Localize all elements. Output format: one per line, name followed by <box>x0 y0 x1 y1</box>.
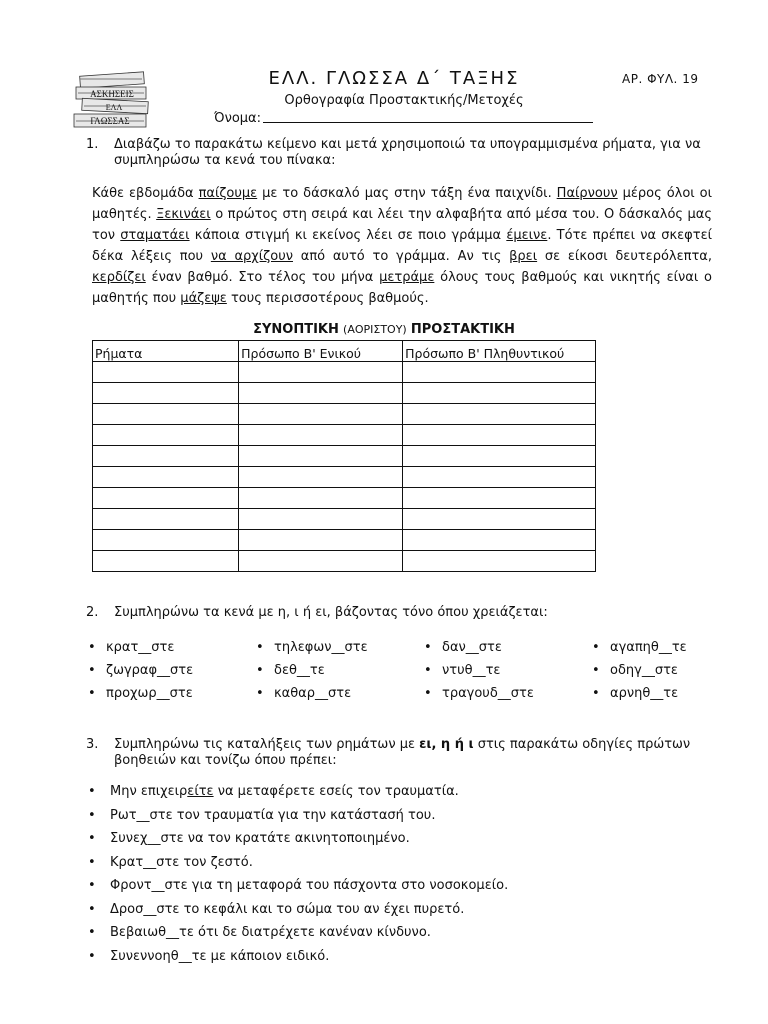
fill-in-word[interactable] <box>424 686 534 701</box>
exercise-1-number: 1. <box>86 137 99 152</box>
underlined-verb: παίζουμε <box>198 186 258 201</box>
table-title-part-1: ΣΥΝΟΠΤΙΚΗ <box>253 322 339 337</box>
verb-cell[interactable] <box>93 446 239 467</box>
name-label: Όνομα: <box>214 111 261 126</box>
table-row <box>93 446 596 467</box>
exercise-2-instruction <box>86 605 712 621</box>
text-run: έναν βαθμό. Στο τέλος του μήνα <box>145 270 380 285</box>
table-header-row <box>93 341 596 362</box>
fill-in-word[interactable] <box>88 663 193 678</box>
exercise-1-instruction <box>86 137 712 169</box>
word-text: καθαρ__στε <box>274 686 352 701</box>
fill-in-word[interactable] <box>88 686 193 701</box>
text-run: Κάθε εβδομάδα <box>92 186 199 201</box>
singular-cell[interactable] <box>239 404 403 425</box>
bullet-icon: • <box>88 807 96 823</box>
worksheet-title: ΕΛΛ. ΓΛΩΣΣΑ Δ΄ ΤΑΞΗΣ <box>268 68 520 89</box>
bullet-icon: • <box>88 925 96 940</box>
bullet-icon: • <box>88 948 96 964</box>
table-row <box>93 551 596 572</box>
logo-text-3: ΓΛΩΣΣΑΣ <box>90 116 130 126</box>
fill-in-word[interactable] <box>424 640 502 655</box>
bullet-icon: • <box>88 854 96 870</box>
exercise-3-number: 3. <box>86 737 99 752</box>
table-title-part-3: ΠΡΟΣΤΑΚΤΙΚΗ <box>410 322 515 337</box>
singular-cell[interactable] <box>239 530 403 551</box>
word-text: δεθ__τε <box>274 663 325 678</box>
fill-in-word[interactable] <box>88 640 174 655</box>
plural-cell[interactable] <box>403 488 596 509</box>
text-run: Ρωτ__στε τον τραυματία για την κατάστασή του. <box>110 807 436 823</box>
bullet-icon: • <box>592 686 600 701</box>
singular-cell[interactable] <box>239 383 403 404</box>
name-blank-line[interactable] <box>263 110 593 123</box>
text-run: από αυτό το γράμμα. Αν τις <box>292 249 510 264</box>
bullet-icon: • <box>88 831 96 846</box>
fill-in-word[interactable] <box>592 686 678 701</box>
text-run: Συνεχ__στε να τον κρατάτε ακινητοποιημένο. <box>110 831 410 846</box>
exercise-3-text <box>114 737 712 769</box>
verb-cell[interactable] <box>93 362 239 383</box>
word-row <box>88 686 728 709</box>
verb-cell[interactable] <box>93 530 239 551</box>
verb-cell[interactable] <box>93 404 239 425</box>
plural-cell[interactable] <box>403 446 596 467</box>
bullet-icon: • <box>592 663 600 678</box>
bullet-icon: • <box>88 640 96 655</box>
text-run: Συνεννοηθ__τε με κάποιον ειδικό. <box>110 948 330 964</box>
list-item[interactable] <box>88 808 728 832</box>
singular-cell[interactable] <box>239 467 403 488</box>
text-run: μέρος όλοι οι μαθητές. <box>92 186 712 222</box>
word-row <box>88 640 728 663</box>
underlined-verb: σταματάει <box>120 228 190 243</box>
word-text: τραγουδ__στε <box>442 686 534 701</box>
bullet-icon: • <box>88 784 96 799</box>
bullet-icon: • <box>88 663 96 678</box>
underlined-verb: βρει <box>509 249 538 264</box>
underlined-verb: έμεινε <box>506 228 548 243</box>
text-run: όλους τους βαθμούς και νικητής είναι ο μαθητής που <box>92 270 712 306</box>
list-item[interactable] <box>88 784 728 808</box>
exercise-2-number: 2. <box>86 605 99 620</box>
table-row <box>93 509 596 530</box>
plural-cell[interactable] <box>403 404 596 425</box>
underlined-verb: μετράμε <box>379 270 435 285</box>
table-row <box>93 488 596 509</box>
exercise-3-text-before: Συμπληρώνω τις καταλήξεις των ρημάτων με <box>114 737 416 752</box>
fill-in-word[interactable] <box>256 640 368 655</box>
bullet-icon: • <box>424 663 432 678</box>
list-item[interactable] <box>88 878 728 902</box>
word-text: προχωρ__στε <box>106 686 193 701</box>
table-row <box>93 383 596 404</box>
table-title-part-2: (ΑΟΡΙΣΤΟΥ) <box>343 323 407 336</box>
singular-cell[interactable] <box>239 551 403 572</box>
table-row <box>93 425 596 446</box>
plural-cell[interactable] <box>403 551 596 572</box>
text-run: Βεβαιωθ__τε ότι δε διατρέχετε κανέναν κίνδυνο. <box>110 925 431 940</box>
table-row <box>93 467 596 488</box>
name-field[interactable] <box>214 110 593 126</box>
logo-text-2: ΕΛΛ <box>105 103 123 112</box>
bullet-icon: • <box>256 686 264 701</box>
plural-cell[interactable] <box>403 383 596 404</box>
exercise-3-text-bold: ει, η ή ι <box>419 737 474 752</box>
imperative-table <box>92 340 596 572</box>
fill-in-word[interactable] <box>592 640 687 655</box>
text-run: ο πρώτος στη σειρά και λέει την αλφαβήτα από μέσα του. Ο δάσκαλός μας τον <box>92 207 712 243</box>
fill-in-word[interactable] <box>256 686 351 701</box>
plural-cell[interactable] <box>403 362 596 383</box>
list-item[interactable] <box>88 831 728 855</box>
exercise-3-text-after: στις παρακάτω οδηγίες πρώτων βοηθειών και τονίζω όπου πρέπει: <box>114 737 691 768</box>
logo-text-1: ΑΣΚΗΣΕΙΣ <box>90 89 134 99</box>
fill-in-word[interactable] <box>256 663 325 678</box>
text-run: με το δάσκαλό μας στην τάξη ένα παιχνίδι. <box>257 186 557 201</box>
bullet-icon: • <box>256 663 264 678</box>
verb-cell[interactable] <box>93 551 239 572</box>
list-item[interactable] <box>88 902 728 926</box>
exercise-3-instruction <box>86 737 712 769</box>
list-item[interactable] <box>88 949 728 973</box>
header-singular: Πρόσωπο Β' Ενικού <box>239 341 403 362</box>
underlined-verb: είτε <box>187 784 214 799</box>
word-text: τηλεφων__στε <box>274 640 368 655</box>
bullet-icon: • <box>592 640 600 655</box>
underlined-verb: κερδίζει <box>92 270 146 285</box>
text-run: να μεταφέρετε εσείς τον τραυματία. <box>213 784 459 799</box>
singular-cell[interactable] <box>239 425 403 446</box>
plural-cell[interactable] <box>403 509 596 530</box>
plural-cell[interactable] <box>403 467 596 488</box>
plural-cell[interactable] <box>403 425 596 446</box>
exercise-3-list <box>88 784 728 972</box>
header-verbs: Ρήματα <box>93 341 239 362</box>
bullet-icon: • <box>88 901 96 917</box>
text-run: Μην επιχειρ <box>110 784 188 799</box>
text-run: Κρατ__στε τον ζεστό. <box>110 854 253 870</box>
worksheet-subtitle: Ορθογραφία Προστακτικής/Μετοχές <box>284 93 524 108</box>
verb-cell[interactable] <box>93 509 239 530</box>
singular-cell[interactable] <box>239 362 403 383</box>
bullet-icon: • <box>256 640 264 655</box>
list-item[interactable] <box>88 855 728 879</box>
verb-cell[interactable] <box>93 383 239 404</box>
underlined-verb: μάζεψε <box>180 291 227 306</box>
fill-in-word[interactable] <box>424 663 500 678</box>
bullet-icon: • <box>424 640 432 655</box>
fill-in-word[interactable] <box>592 663 678 678</box>
text-run: Φροντ__στε για τη μεταφορά του πάσχοντα στο νοσοκομείο. <box>110 878 509 893</box>
text-run: τους περισσοτέρους βαθμούς. <box>226 291 429 306</box>
bullet-icon: • <box>88 878 96 893</box>
word-text: ντυθ__τε <box>442 663 501 678</box>
table-row <box>93 362 596 383</box>
word-text: ζωγραφ__στε <box>106 663 194 678</box>
table-row <box>93 530 596 551</box>
verb-cell[interactable] <box>93 488 239 509</box>
text-run: κάποια στιγμή κι εκείνος λέει σε ποιο γράμμα <box>189 228 507 243</box>
verb-cell[interactable] <box>93 425 239 446</box>
exercise-1-passage <box>92 183 712 309</box>
singular-cell[interactable] <box>239 488 403 509</box>
word-text: κρατ__στε <box>106 640 175 655</box>
word-text: οδηγ__στε <box>610 663 678 678</box>
plural-cell[interactable] <box>403 530 596 551</box>
word-text: αγαπηθ__τε <box>610 640 687 655</box>
exercise-2-text: Συμπληρώνω τα κενά με η, ι ή ει, βάζοντας τόνο όπου χρειάζεται: <box>114 605 548 620</box>
underlined-verb: Ξεκινάει <box>156 207 211 222</box>
bullet-icon: • <box>424 686 432 701</box>
exercise-1-text: Διαβάζω το παρακάτω κείμενο και μετά χρησιμοποιώ τα υπογραμμισμένα ρήματα, για να συμπληρώσω τα κενά του πίνακα: <box>114 137 701 168</box>
table-title <box>0 322 768 337</box>
list-item[interactable] <box>88 925 728 949</box>
verb-cell[interactable] <box>93 467 239 488</box>
header-plural: Πρόσωπο Β' Πληθυντικού <box>403 341 596 362</box>
text-run: . Τότε πρέπει να σκεφτεί δέκα λέξεις που <box>92 228 712 264</box>
underlined-verb: Παίρνουν <box>556 186 618 201</box>
word-text: δαν__στε <box>442 640 502 655</box>
table-row <box>93 404 596 425</box>
exercise-2-word-grid <box>88 640 728 709</box>
singular-cell[interactable] <box>239 446 403 467</box>
singular-cell[interactable] <box>239 509 403 530</box>
bullet-icon: • <box>88 686 96 701</box>
word-text: αρνηθ__τε <box>610 686 679 701</box>
word-row <box>88 663 728 686</box>
sheet-number: ΑΡ. ΦΥΛ. 19 <box>622 72 699 86</box>
underlined-verb: να αρχίζουν <box>210 249 293 264</box>
text-run: σε είκοσι δευτερόλεπτα, <box>537 249 712 264</box>
text-run: Δροσ__στε το κεφάλι και το σώμα του αν έχει πυρετό. <box>110 901 465 917</box>
